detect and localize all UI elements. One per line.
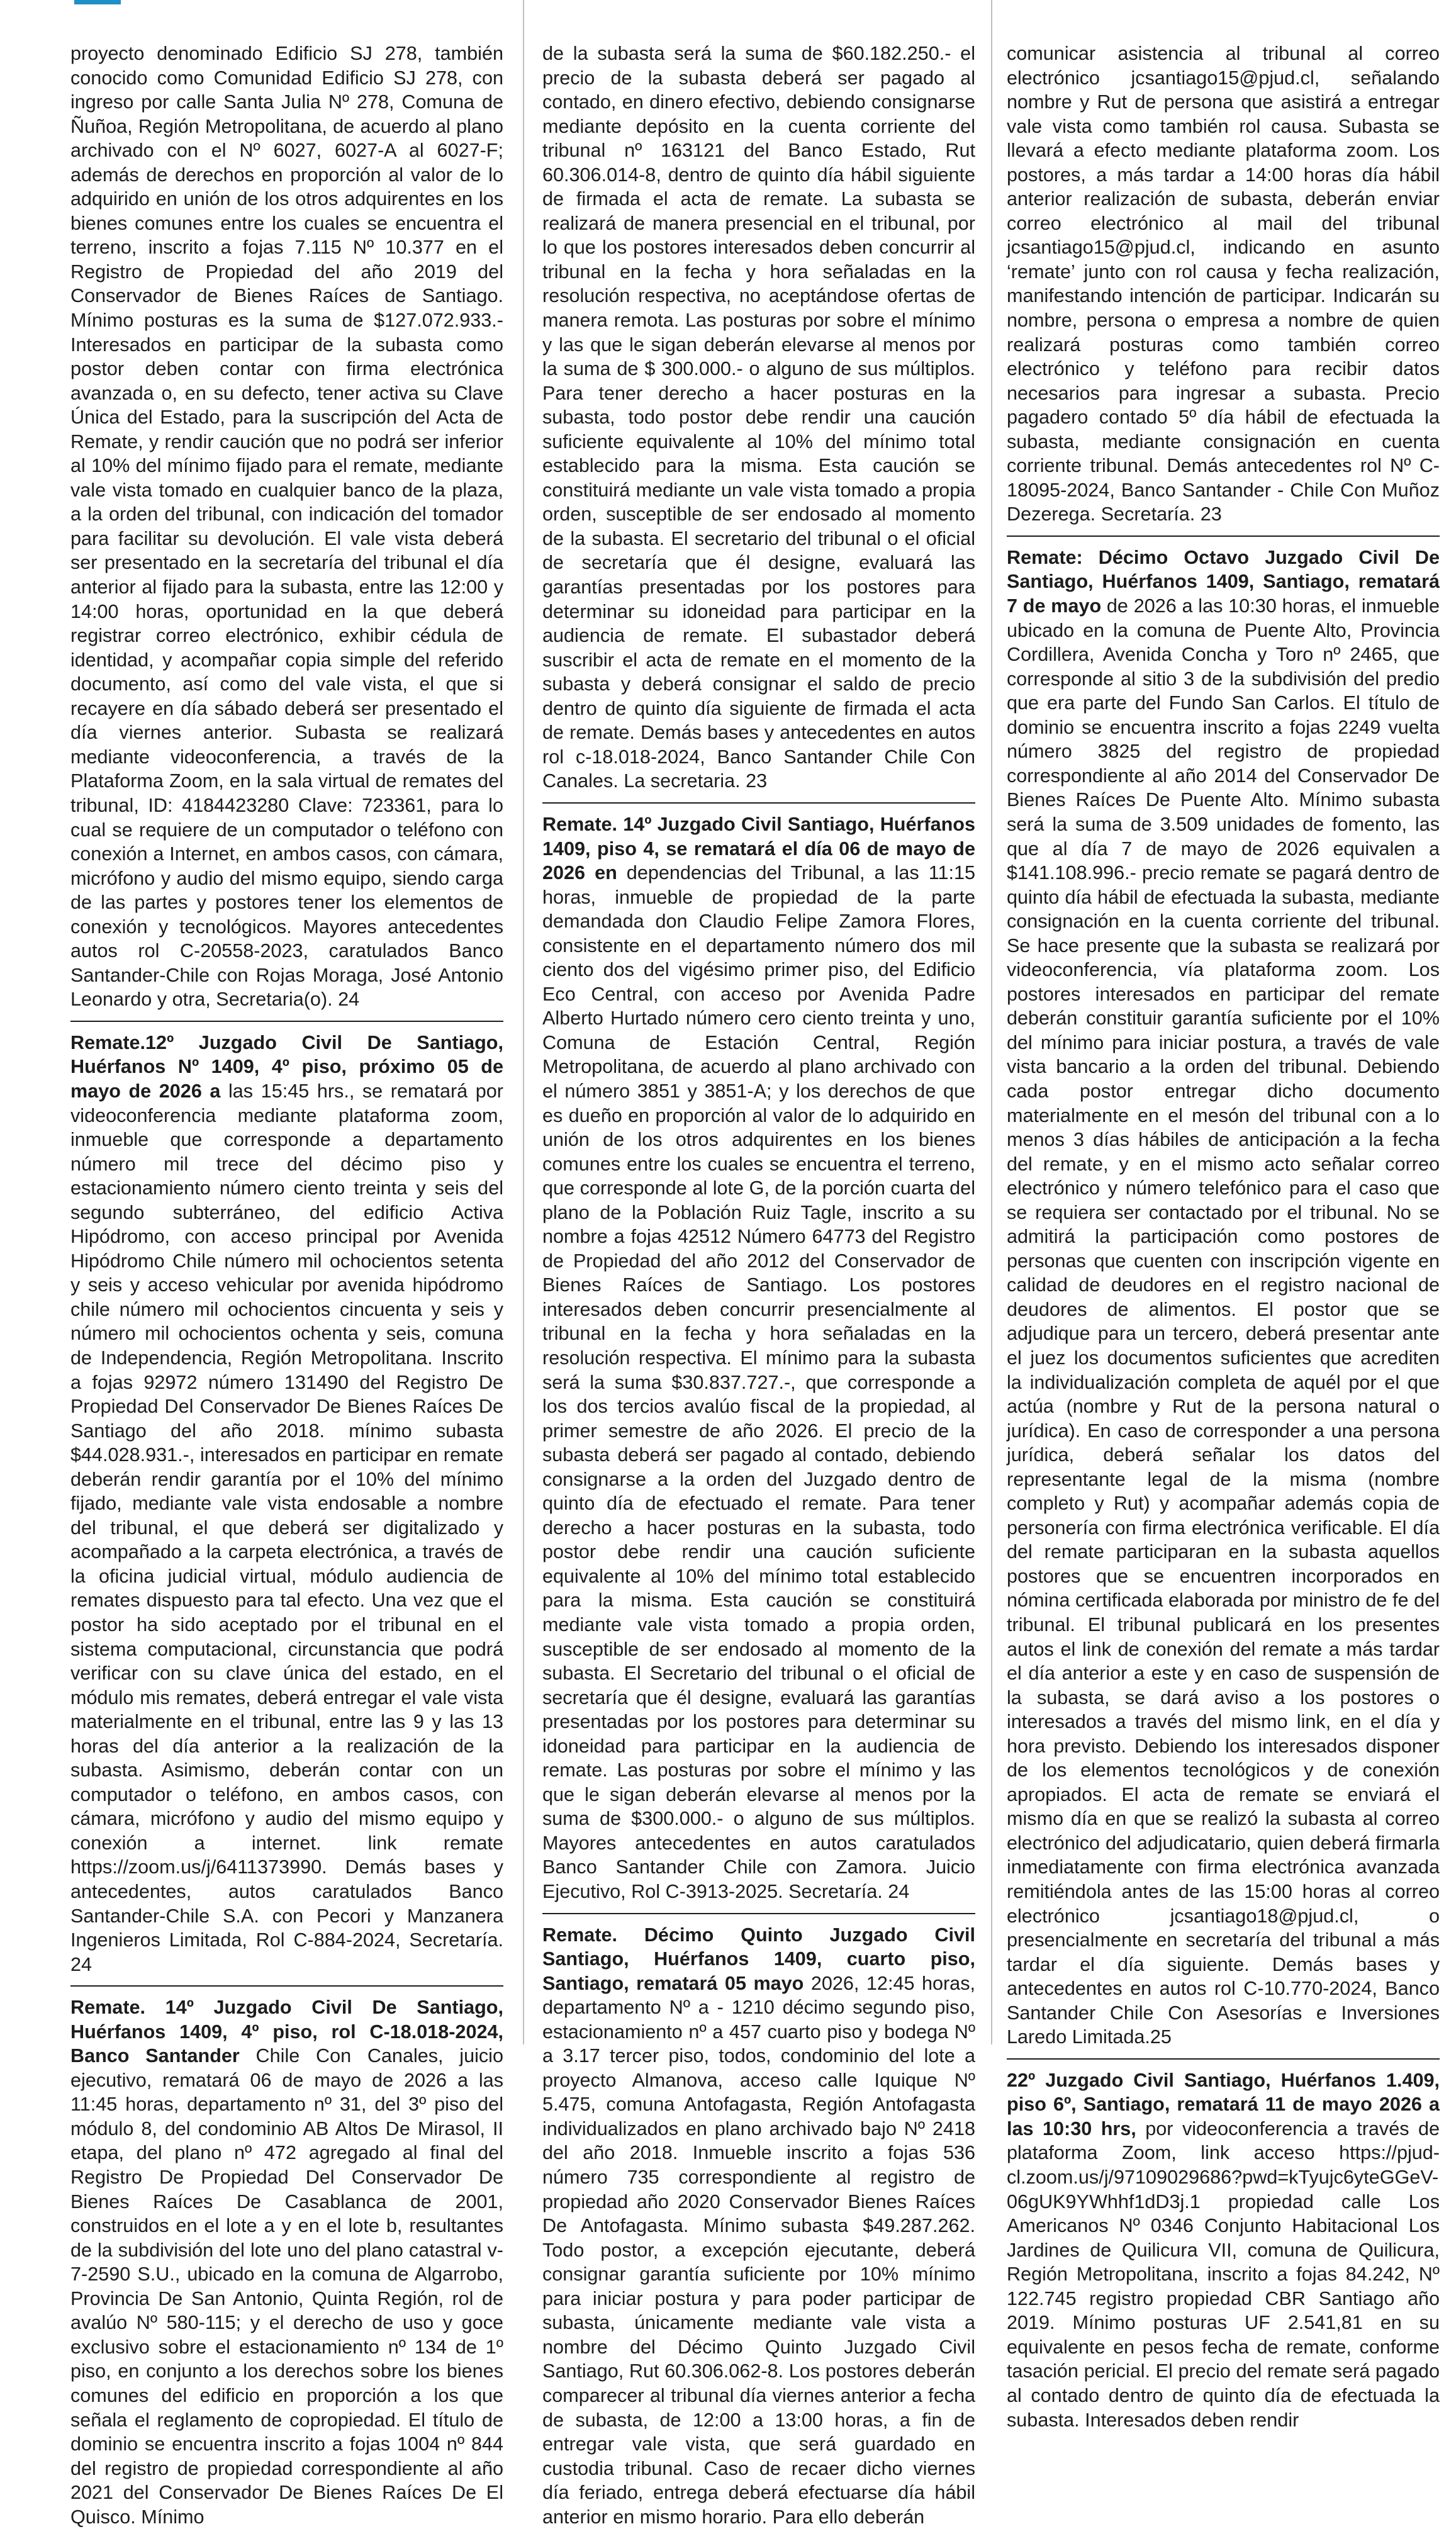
notice-14-juzgado-algarrobo (70, 1995, 503, 2529)
notice-separator (70, 1021, 503, 1022)
notice-body: dependencias del Tribunal, a las 11:15 horas, inmueble de propiedad de la parte demandada don Claudio Felipe Zamora Flores, consistente en el departamento número dos mil ciento dos del vigésimo primer piso, del Edificio Eco Central, con acceso por Avenida Padre Alberto Hurtado número cero ciento treinta y uno, Comuna de Estación Central, Región Metropolitana, de acuerdo al plano archivado con el número 3851 y 3851-A; y los derechos de que es dueño en proporción al valor de lo adquirido en unión de los otros adquirentes en los bienes comunes entre los cuales se encuentra el terreno, que corresponde al lote G, de la porción cuarta del plano de la Población Ruiz Tagle, inscrito a su nombre a fojas 42512 Número 64773 del Registro de Propiedad del año 2012 del Conservador de Bienes Raíces de Santiago. Los postores interesados deben concurrir presencialmente al tribunal en la fecha y hora señaladas en la resolución respectiva. El mínimo para la subasta será la suma $30.837.727.-, que corresponde a los dos tercios avalúo fiscal de la propiedad, al primer semestre de año 2026. El precio de la subasta deberá ser pagado al contado, debiendo consignarse a la orden del Juzgado dentro de quinto día de efectuado el remate. Para tener derecho a hacer posturas en la subasta, todo postor debe rendir una caución suficiente equivalente al 10% del mínimo total establecido para la misma. Esta caución se constituirá mediante vale vista tomado a propia orden, susceptible de ser endosado al momento de la subasta. El Secretario del tribunal o el oficial de secretaría que él designe, evaluará las garantías presentadas por los postores para determinar su idoneidad para participar en la audiencia de remate. Las posturas por sobre el mínimo y las que le sigan deberán elevarse al menos por la suma de $300.000.- o alguno de sus múltiplos. Mayores antecedentes en autos caratulados Banco Santander Chile con Zamora. Juicio Ejecutivo, Rol C-3913-2025. Secretaría. 24 (542, 862, 975, 1903)
column-3 (1007, 42, 1440, 2431)
column-1 (70, 42, 503, 2528)
notice-continued (542, 42, 975, 793)
notice-15-juzgado (542, 1923, 975, 2529)
column-2 (542, 42, 975, 2528)
notice-continued (1007, 42, 1440, 527)
column-divider (991, 0, 992, 2044)
notice-body: de la subasta será la suma de $60.182.250.- el precio de la subasta deberá ser pagado al contado, en dinero efectivo, debiendo consignarse mediante depósito en la cuenta corriente del tribunal nº 163121 del Banco Estado, Rut 60.306.014-8, dentro de quinto día hábil siguiente de firmada el acta de remate. La subasta se realizará de manera presencial en el tribunal, por lo que los postores interesados deben concurrir al tribunal en la fecha y hora señaladas en la resolución respectiva, no aceptándose ofertas de manera remota. Las posturas por sobre el mínimo y las que le sigan deberán elevarse al menos por la suma de $ 300.000.- o alguno de sus múltiplos. Para tener derecho a hacer posturas en la subasta, todo postor debe rendir una caución suficiente equivalente al 10% del mínimo total establecido para la misma. Esta caución se constituirá mediante un vale vista tomado a propia orden, susceptible de ser endosado al momento de la subasta. El secretario del tribunal o el oficial de secretaría que él designe, evaluará las garantías presentadas por los postores para determinar su idoneidad para participar en la audiencia de remate. El subastador deberá suscribir el acta de remate en el momento de la subasta y deberá consignar el saldo de precio dentro de quinto día siguiente de firmada el acta de remate. Demás bases y antecedentes en autos rol c-18.018-2024, Banco Santander Chile Con Canales. La secretaria. 23 (542, 43, 975, 792)
section-color-tab (74, 0, 121, 4)
notice-separator (1007, 536, 1440, 537)
notice-heading: Remate. Décimo Quinto Juzgado Civil Santiago, Huérfanos 1409, cuarto piso, Santiago, rematará 05 mayo (542, 1924, 975, 1994)
notice-18-juzgado (1007, 546, 1440, 2050)
notice-14-juzgado-eco-central (542, 812, 975, 1904)
notice-body: las 15:45 hrs., se rematará por videoconferencia mediante plataforma zoom, inmueble que corresponde a departamento número mil trece del décimo piso y estacionamiento número ciento treinta y seis del segundo subterráneo, del edificio Activa Hipódromo, con acceso principal por Avenida Hipódromo Chile número mil ochocientos setenta y seis y acceso vehicular por avenida hipódromo chile número mil ochocientos cincuenta y seis y número mil ochocientos ochenta y seis, comuna de Independencia, Región Metropolitana. Inscrito a fojas 92972 número 131490 del Registro De Propiedad Del Conservador De Bienes Raíces De Santiago del año 2018. mínimo subasta $44.028.931.-, interesados en participar en remate deberán rendir garantía por el 10% del mínimo fijado, mediante vale vista endosable a nombre del tribunal, el que deberá ser digitalizado y acompañado a la carpeta electrónica, a través de la oficina judicial virtual, módulo audiencia de remates dispuesto para tal efecto. Una vez que el postor ha sido aceptado por el tribunal en el sistema computacional, circunstancia que podrá verificar con su clave única del estado, en el módulo mis remates, deberá entregar el vale vista materialmente en el tribunal, entre las 9 y las 13 horas del día anterior a la realización de la subasta. Asimismo, deberán contar con un computador o teléfono, en ambos casos, con cámara, micrófono y audio del mismo equipo y conexión a internet. link remate https://zoom.us/j/6411373990. Demás bases y antecedentes, autos caratulados Banco Santander-Chile S.A. con Pecori y Manzanera Ingenieros Limitada, Rol C-884-2024, Secretaría. 24 (70, 1080, 503, 1975)
notice-separator (70, 1985, 503, 1987)
notice-body: Chile Con Canales, juicio ejecutivo, rematará 06 de mayo de 2026 a las 11:45 horas, departamento nº 31, del 3º piso del módulo 8, del condominio AB Altos De Mirasol, II etapa, del plano nº 472 agregado al final del Registro De Propiedad Del Conservador De Bienes Raíces De Casablanca de 2001, construidos en el lote a y en el lote b, resultantes de la subdivisión del lote uno del plano catastral v-7-2590 S.U., ubicado en la comuna de Algarrobo, Provincia De San Antonio, Quinta Región, rol de avalúo Nº 580-115; y el derecho de uso y goce exclusivo sobre el estacionamiento nº 134 de 1º piso, en conjunto a los derechos sobre los bienes comunes del edificio en proporción a los que señala el reglamento de copropiedad. El título de dominio se encuentra inscrito a fojas 1004 nº 844 del registro de propiedad correspondiente al año 2021 del Conservador De Bienes Raíces De El Quisco. Mínimo (70, 2045, 503, 2528)
notice-heading: 22º Juzgado Civil Santiago, Huérfanos 1.409, piso 6º, Santiago, rematará 11 de mayo 2026 a las 10:30 hrs, (1007, 2069, 1440, 2139)
notice-separator (542, 1913, 975, 1914)
notice-body: comunicar asistencia al tribunal al correo electrónico jcsantiago15@pjud.cl, señalando nombre y Rut de persona que asistirá a entregar vale vista como también rol causa. Subasta se llevará a efecto mediante plataforma zoom. Los postores, a más tardar a 14:00 horas día hábil anterior realización de subasta, deberán enviar correo electrónico al mail del tribunal jcsantiago15@pjud.cl, indicando en asunto ‘remate’ junto con rol causa y fecha realización, manifestando intención de participar. Indicarán su nombre, persona o empresa a nombre de quien realizará posturas como también correo electrónico y teléfono para recibir datos necesarios para ingresar a subasta. Precio pagadero contado 5º día hábil de efectuada la subasta, mediante consignación en cuenta corriente tribunal. Demás antecedentes rol Nº C-18095-2024, Banco Santander - Chile Con Muñoz Dezerega. Secretaría. 23 (1007, 43, 1440, 525)
notice-separator (1007, 2058, 1440, 2060)
notice-heading: Remate: Décimo Octavo Juzgado Civil De Santiago, Huérfanos 1409, Santiago, rematará 7 de mayo (1007, 546, 1440, 617)
column-divider (523, 0, 524, 2044)
notice-heading: Remate. 14º Juzgado Civil Santiago, Huérfanos 1409, piso 4, se rematará el día 06 de mayo de 2026 en (542, 813, 975, 884)
notice-body: de 2026 a las 10:30 horas, el inmueble ubicado en la comuna de Puente Alto, Provincia Cordillera, Avenida Concha y Toro nº 2465, que corresponde al sitio 3 de la subdivisión del predio que era parte del Fundo San Carlos. El título de dominio se encuentra inscrito a fojas 2249 vuelta número 3825 del registro de propiedad correspondiente al año 2014 del Conservador De Bienes Raíces De Puente Alto. Mínimo subasta será la suma de 3.509 unidades de fomento, las que al día 7 de mayo de 2026 equivalen a $141.108.996.- precio remate se pagará dentro de quinto día hábil de efectuada la subasta, mediante consignación en la cuenta corriente del tribunal. Se hace presente que la subasta se realizará por videoconferencia, vía plataforma zoom. Los postores interesados en participar del remate deberán constituir garantía suficiente por el 10% del mínimo para iniciar postura, a través de vale vista bancario a la orden del tribunal. Debiendo cada postor entregar dicho documento materialmente en el mesón del tribunal con a lo menos 3 días hábiles de anticipación a la fecha del remate, y en el mismo acto señalar correo electrónico y número telefónico para el caso que se requiera ser contactado por el tribunal. No se admitirá la participación como postores de personas que cuenten con inscripción vigente en calidad de deudores en el registro nacional de deudores de alimentos. El postor que se adjudique para un tercero, deberá presentar ante el juez los documentos suficientes que acrediten la individualización completa de aquél por el que actúa (nombre y Rut de la persona natural o jurídica). En caso de corresponder a una persona jurídica, deberá señalar los datos del representante legal de la misma (nombre completo y Rut) y acompañar además copia de personería con firma electrónica verificable. El día del remate participaran en la subasta aquellos postores que se encuentren incorporados en nómina certificada elaborada por ministro de fe del tribunal. El tribunal publicará en los presentes autos el link de conexión del remate a más tardar el día anterior a este y en caso de suspensión de la subasta, se dará aviso a los postores o interesados a través del mismo link, en el día y hora previsto. Debiendo los interesados disponer de los elementos tecnológicos y de conexión apropiados. El acta de remate se enviará el mismo día en que se realizó la subasta al correo electrónico del adjudicatario, quien deberá firmarla inmediatamente con firma electrónica avanzada remitiéndola antes de las 15:00 horas al correo electrónico jcsantiago18@pjud.cl, o presencialmente en secretaría del tribunal a más tardar el día siguiente. Demás bases y antecedentes en autos rol C-10.770-2024, Banco Santander Chile Con Asesorías e Inversiones Laredo Limitada.25 (1007, 595, 1440, 2048)
notice-body: 2026, 12:45 horas, departamento Nº a - 1210 décimo segundo piso, estacionamiento nº a 457 cuarto piso y bodega Nº a 3.17 tercer piso, todos, condominio del lote a proyecto Almanova, acceso calle Iquique Nº 5.475, comuna Antofagasta, Región Antofagasta individualizados en plano archivado bajo Nº 2418 del año 2018. Inmueble inscrito a fojas 536 número 735 correspondiente al registro de propiedad año 2020 Conservador Bienes Raíces De Antofagasta. Mínimo subasta $49.287.262. Todo postor, a excepción ejecutante, deberá consignar garantía suficiente por 10% mínimo para iniciar postura y para poder participar de subasta, únicamente mediante vale vista a nombre del Décimo Quinto Juzgado Civil Santiago, Rut 60.306.062-8. Los postores deberán comparecer al tribunal día viernes anterior a fecha de subasta, de 12:00 a 13:00 horas, a fin de entregar vale vista, que será guardado en custodia tribunal. Caso de recaer dicho viernes día feriado, entrega deberá efectuarse día hábil anterior en mismo horario. Para ello deberán (542, 1972, 975, 2528)
notice-body: proyecto denominado Edificio SJ 278, también conocido como Comunidad Edificio SJ 278, con ingreso por calle Santa Julia Nº 278, Comuna de Ñuñoa, Región Metropolitana, de acuerdo al plano archivado con el Nº 6027, 6027-A al 6027-F; además de derechos en proporción al valor de lo adquirido en unión de los otros adquirentes en los bienes comunes entre los cuales se encuentra el terreno, inscrito a fojas 7.115 Nº 10.377 en el Registro de Propiedad del año 2019 del Conservador de Bienes Raíces de Santiago. Mínimo posturas es la suma de $127.072.933.- Interesados en participar de la subasta como postor deben contar con firma electrónica avanzada o, en su defecto, tener activa su Clave Única del Estado, para la suscripción del Acta de Remate, y rendir caución que no podrá ser inferior al 10% del mínimo fijado para el remate, mediante vale vista tomado en cualquier banco de la plaza, a la orden del tribunal, con indicación del tomador para facilitar su devolución. El vale vista deberá ser presentado en la secretaría del tribunal el día anterior al fijado para la subasta, entre las 12:00 y 14:00 horas, oportunidad en la que deberá registrar correo electrónico, exhibir cédula de identidad, y acompañar copia simple del referido documento, así como del vale vista, el que si recayere en día sábado deberá ser presentado el día viernes anterior. Subasta se realizará mediante videoconferencia, a través de la Plataforma Zoom, en la sala virtual de remates del tribunal, ID: 4184423280 Clave: 723361, para lo cual se requiere de un computador o teléfono con conexión a Internet, en ambos casos, con cámara, micrófono y audio del mismo equipo, siendo carga de las partes y postores tener los elementos de conexión y tecnológicos. Mayores antecedentes autos rol C-20558-2023, caratulados Banco Santander-Chile con Rojas Moraga, José Antonio Leonardo y otra, Secretaria(o). 24 (70, 43, 503, 1011)
notice-12-juzgado (70, 1031, 503, 1977)
notice-22-juzgado (1007, 2068, 1440, 2432)
notice-continued (70, 42, 503, 1012)
notice-heading: Remate.12º Juzgado Civil De Santiago, Huérfanos Nº 1409, 4º piso, próximo 05 de mayo de 2026 a (70, 1031, 503, 1102)
notice-separator (542, 802, 975, 804)
notice-heading: Remate. 14º Juzgado Civil De Santiago, Huérfanos 1409, 4º piso, rol C-18.018-2024, Banco Santander (70, 1997, 503, 2067)
notice-body: por videoconferencia a través de plataforma Zoom, link acceso https://pjud-cl.zoom.us/j/97109029686?pwd=kTyujc6yteGGeV-06gUK9YWhhf1dD3j.1 propiedad calle Los Americanos Nº 0346 Conjunto Habitacional Los Jardines de Quilicura VII, comuna de Quilicura, Región Metropolitana, inscrito a fojas 84.242, Nº 122.745 registro propiedad CBR Santiago año 2019. Mínimo posturas UF 2.541,81 en su equivalente en pesos fecha de remate, conforme tasación pericial. El precio del remate será pagado al contado dentro de quinto día de efectuada la subasta. Interesados deben rendir (1007, 2117, 1440, 2431)
